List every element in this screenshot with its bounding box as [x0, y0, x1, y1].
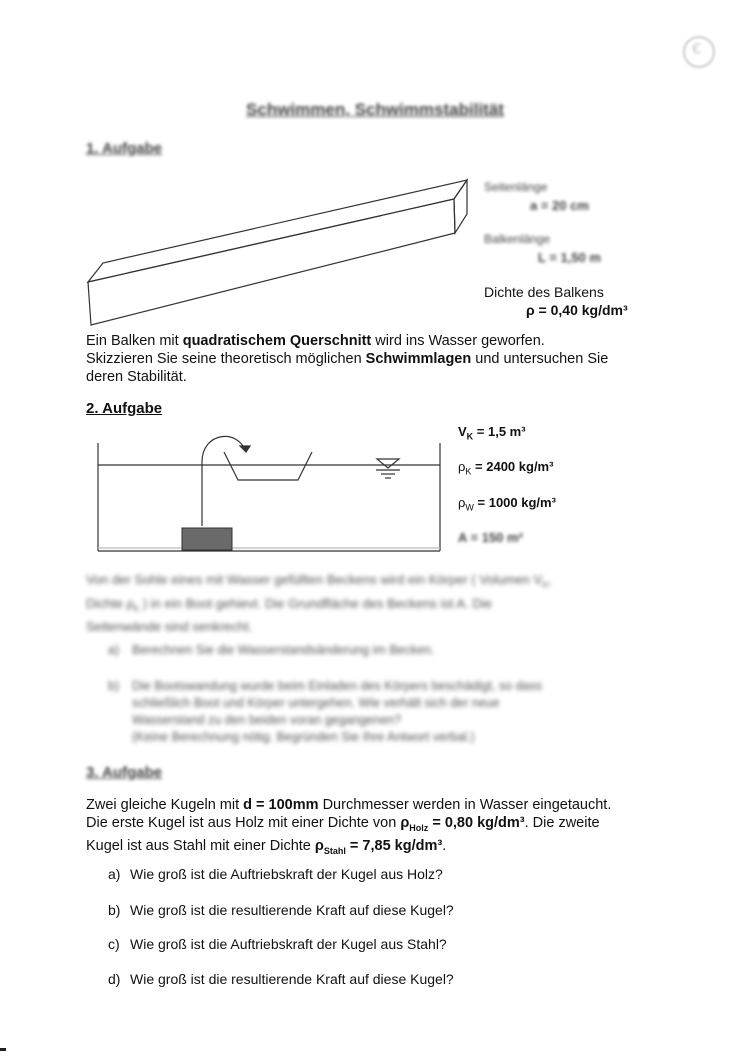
side-length-label: Seitenlänge [484, 180, 548, 194]
side-length-value: a = 20 cm [530, 198, 589, 213]
task2-item-a: a) Berechnen Sie die Wasserstandsänderung im Becken. [108, 643, 435, 657]
body-density-label: $\rho_K = 2400$ kg/m³ [458, 459, 554, 477]
beam-density-label: Dichte des Balkens [484, 284, 604, 300]
task1-heading: 1. Aufgabe [86, 140, 163, 157]
beam-length-value: L = 1,50 m [538, 250, 601, 265]
question-a: a) Wie groß ist die Auftriebskraft der Kugel aus Holz? [108, 866, 443, 882]
task2-text: Von der Sohle eines mit Wasser gefüllten Beckens wird ein Körper ( Volumen $V_K$, Dichte $\rho_K$ ) in ein Boot gehievt. Die Grundfläche des Beckens ist A. Die Seitenwände sind senkrecht. [86, 572, 552, 635]
scan-mark [0, 1048, 6, 1051]
task1-text: Ein Balken mit quadratischem Querschnitt wird ins Wasser geworfen. Skizzieren Sie seine theoretisch möglichen Schwimmlagen und untersuchen Sie deren Stabilität. [86, 333, 609, 385]
page-title: Schwimmen, Schwimmstabilität [246, 100, 504, 119]
beam-density-value: ρ = 0,40 kg/dm³ [526, 302, 628, 318]
water-density-label: $\rho_W = 1000$ kg/m³ [458, 495, 556, 513]
question-c: c) Wie groß ist die Auftriebskraft der Kugel aus Stahl? [108, 936, 447, 952]
question-b: b) Wie groß ist die resultierende Kraft auf diese Kugel? [108, 902, 454, 918]
task3-heading: 3. Aufgabe [86, 764, 163, 781]
task2-heading: 2. Aufgabe [86, 400, 163, 417]
volume-label: $V_K = 1,5$ m³ [458, 424, 526, 442]
question-d: d) Wie groß ist die resultierende Kraft auf diese Kugel? [108, 971, 454, 987]
task2-item-b: b) Die Bootswandung wurde beim Einladen des Körpers beschädigt, so dass schließlich Boot und Körper untergehen. Wie verhält sich der neue Wasserstand zu den beiden voran gegangenen? (Keine Berechnung nötig. Begründen Sie Ihre Antwort verbal.) [108, 679, 542, 744]
area-label: A = 150 m² [458, 530, 523, 545]
beam-length-label: Balkenlänge [484, 232, 551, 246]
task3-text: Zwei gleiche Kugeln mit d = 100mm Durchmesser werden in Wasser eingetaucht. Die erste Kugel ist aus Holz mit einer Dichte von $\rho_{Holz} = 0,80$ kg/dm³. Die zweite Kugel ist aus Stahl mit einer Dichte $\rho_{Stahl} = 7,85$ kg/dm³. [86, 797, 612, 856]
body-block [182, 528, 232, 550]
